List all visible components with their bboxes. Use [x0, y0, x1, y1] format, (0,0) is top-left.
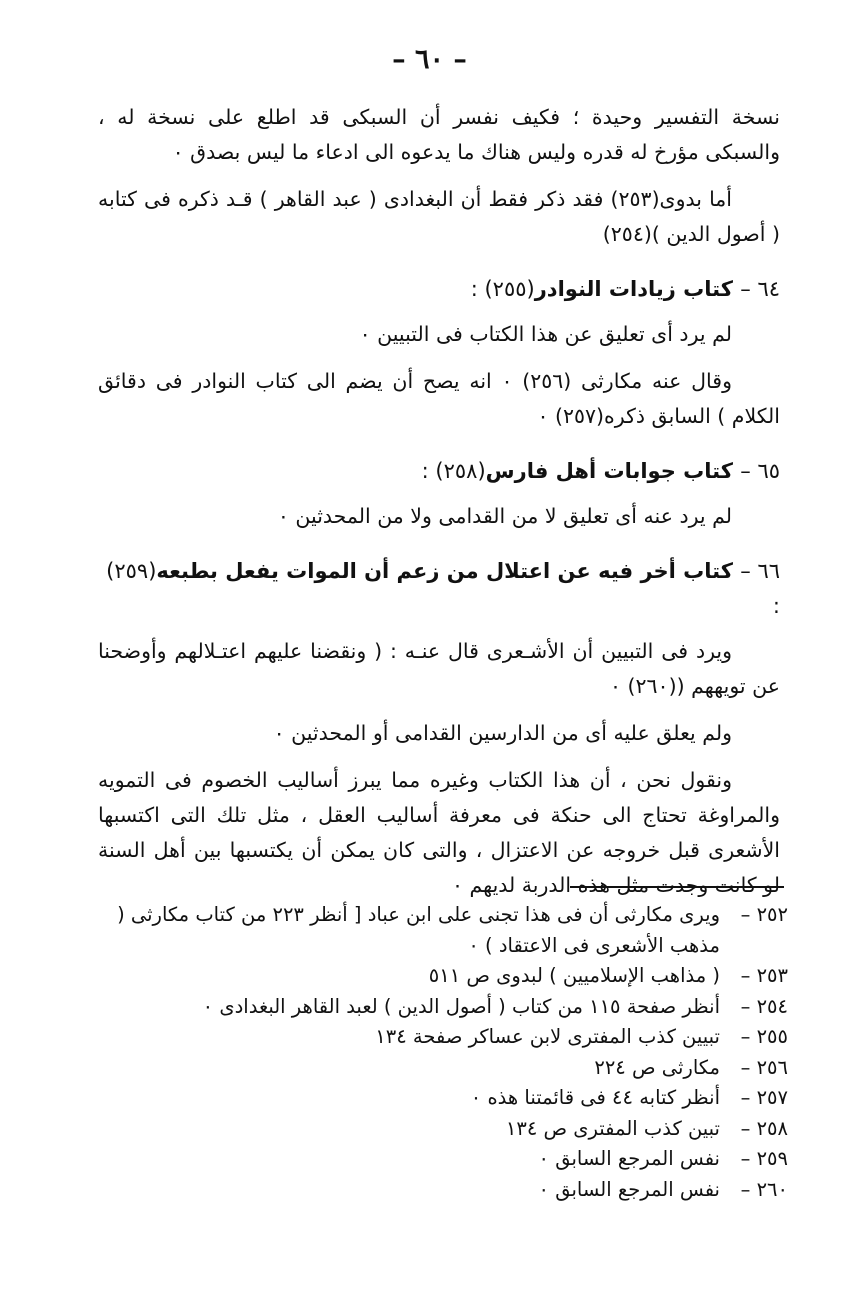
section-heading-65 [98, 454, 780, 489]
section-ref: (٢٥٥) : [470, 277, 535, 301]
footnote-text: ( مذاهب الإسلاميين ) لبدوى ص ٥١١ [428, 964, 720, 987]
footnote-number: ٢٥٩ – [740, 1147, 788, 1170]
footnote-number: ٢٥٣ – [740, 964, 788, 987]
footnote-text: نفس المرجع السابق ٠ [538, 1177, 720, 1201]
footnote-number: ٢٥٤ – [740, 994, 788, 1018]
footnote-number: ٢٦٠ – [740, 1177, 788, 1201]
footnote-text: أنظر كتابه ٤٤ فى قائمتنا هذه ٠ [470, 1086, 720, 1109]
page-number: – ٦٠ – [392, 44, 467, 75]
footnotes [108, 900, 788, 1205]
paragraph: أما بدوى(٢٥٣) فقد ذكر فقط أن البغدادى ( عبد القاهر ) قـد ذكره فى كتابه ( أصول الدين )(٢٥٤) [98, 187, 780, 246]
section-title: كتاب زيادات النوادر [534, 277, 733, 301]
paragraph: ونقول نحن ، أن هذا الكتاب وغيره مما يبرز أساليب الخصوم فى التمويه والمراوغة تحتاج الى حنكة فى معرفة أساليب العقل ، مثل تلك التى اكتسبها الأشعرى قبل خروجه عن الاعتزال ، والتى كان يمكن أن يكتسبها بين أهل السنة لو كانت وجدت مثل هذه الدربة لديهم ٠ [98, 768, 780, 897]
section-heading-64 [98, 272, 780, 307]
section-number: ٦٦ – [740, 559, 780, 583]
footnote-number: ٢٥٥ – [740, 1025, 788, 1048]
main-text [98, 100, 780, 903]
paragraph: نسخة التفسير وحيدة ؛ فكيف نفسر أن السبكى قد اطلع على نسخة له ، والسبكى مؤرخ له قدره وليس هناك ما يدعوه الى ادعاء ما ليس بصدق ٠ [98, 105, 780, 164]
footnote-text: مكارثى ص ٢٢٤ [594, 1055, 720, 1079]
footnote-text: أنظر صفحة ١١٥ من كتاب ( أصول الدين ) لعبد القاهر البغدادى ٠ [202, 994, 720, 1018]
footnote-number: ٢٥٨ – [740, 1116, 788, 1140]
footnote [108, 961, 788, 992]
footnote [108, 1144, 788, 1175]
footnote [108, 1175, 788, 1206]
footnote-text: تبيين كذب المفترى لابن عساكر صفحة ١٣٤ [375, 1025, 720, 1048]
paragraph: ويرد فى التبيين أن الأشـعرى قال عنـه : ( ونقضنا عليهم اعتـلالهم وأوضحنا عن تويههم ((٢٦٠) ٠ [98, 639, 780, 698]
footnote-text: نفس المرجع السابق ٠ [538, 1147, 720, 1170]
footnote-text: ويرى مكارثى أن فى هذا تجنى على ابن عباد [ أنظر ٢٢٣ من كتاب مكارثى ( مذهب الأشعرى فى الاعتقاد ) ٠ [117, 903, 720, 957]
paragraph: لم يرد عنه أى تعليق لا من القدامى ولا من المحدثين ٠ [277, 504, 732, 528]
paragraph: وقال عنه مكارثى (٢٥٦) ٠ انه يصح أن يضم الى كتاب النوادر فى دقائق الكلام ) السابق ذكره(٢٥٧) ٠ [98, 369, 780, 428]
section-ref: (٢٥٨) : [421, 459, 486, 483]
footnote-text: تبين كذب المفترى ص ١٣٤ [505, 1116, 720, 1140]
footnote-number: ٢٥٧ – [740, 1086, 788, 1109]
footnote-number: ٢٥٦ – [740, 1055, 788, 1079]
footnote [108, 1114, 788, 1145]
paragraph: لم يرد أى تعليق عن هذا الكتاب فى التبيين ٠ [359, 322, 732, 346]
section-number: ٦٥ – [740, 459, 780, 483]
section-number: ٦٤ – [740, 277, 780, 301]
paragraph: ولم يعلق عليه أى من الدارسين القدامى أو المحدثين ٠ [273, 721, 732, 745]
footnote [108, 1083, 788, 1114]
section-title: كتاب أخر فيه عن اعتلال من زعم أن الموات يفعل بطبعه [156, 559, 733, 583]
footnote [108, 1053, 788, 1084]
section-title: كتاب جوابات أهل فارس [485, 459, 733, 483]
footnote-divider [570, 886, 784, 888]
footnote [108, 900, 788, 961]
footnote [108, 1022, 788, 1053]
footnote [108, 992, 788, 1023]
section-heading-66 [98, 554, 780, 624]
section-ref: (٢٥٩) : [106, 559, 780, 618]
footnote-number: ٢٥٢ – [740, 903, 788, 926]
